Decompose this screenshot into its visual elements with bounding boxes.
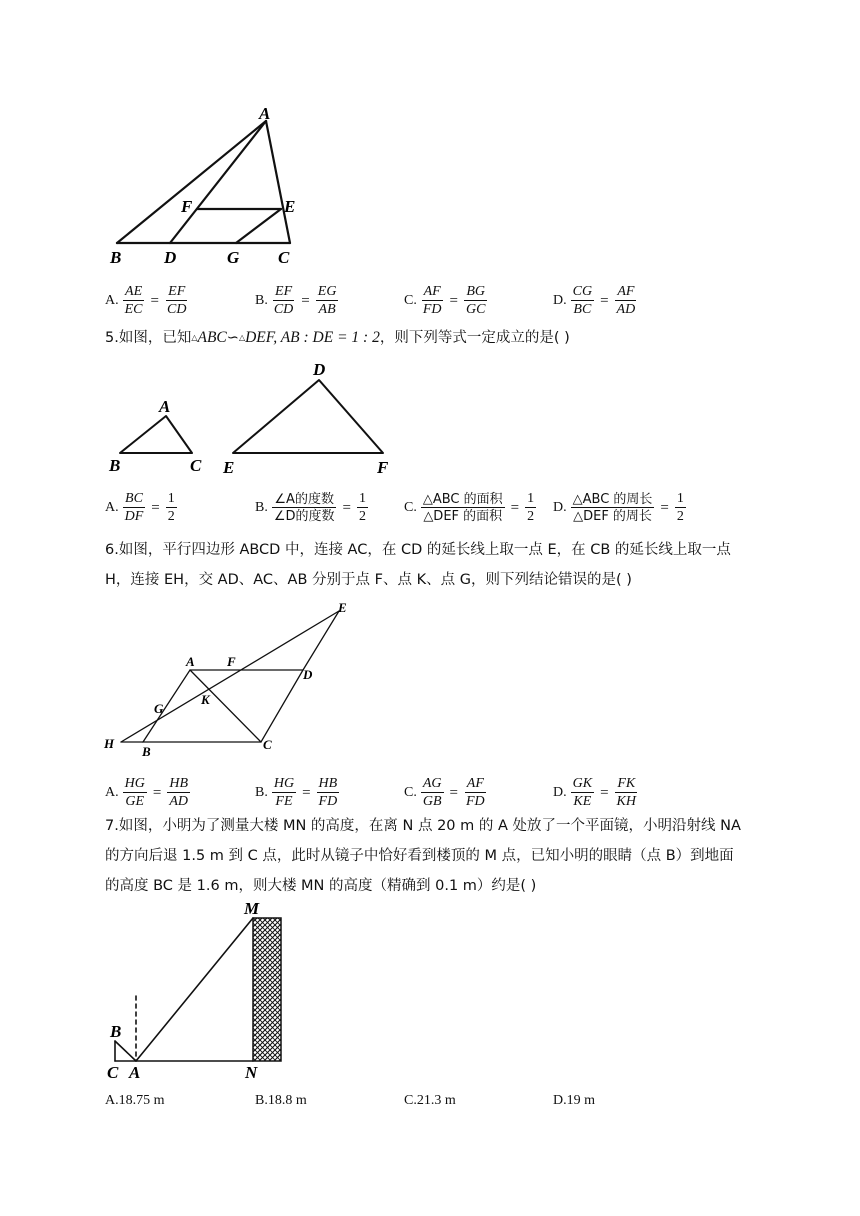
denominator: GB [422,794,442,809]
stem-line: 的高度 BC 是 1.6 m，则大楼 MN 的高度（精确到 0.1 m）约是( ) [105,878,537,894]
denominator: CD [273,302,294,317]
option-label: B. [255,785,268,800]
option-label: B. [255,500,268,515]
numerator: AE [125,284,143,299]
option-text: 18.75 m [118,1093,165,1108]
q5-option-d[interactable]: D. $\frac{\text{△ABC 的周长}}{\text{△DEF 的周长}}$ = $\frac{1}{2}$ [553,491,684,524]
numerator: AG [422,776,442,791]
fraction [571,284,594,318]
label-B: B [110,248,122,267]
denominator: AD [169,794,188,809]
label-D: D [303,667,313,682]
denominator: FD [422,302,442,317]
denominator: 2 [676,509,684,524]
numerator: BG [466,284,486,299]
label-M: M [244,899,260,918]
option-label: A. [105,1093,119,1108]
numerator: AF [423,284,441,299]
option-label: B. [255,293,268,308]
q4-option-d[interactable]: D. $\frac{CG}{BC}$ = $\frac{AF}{AD}$ [553,284,636,317]
numerator: HB [169,776,188,791]
denominator: BC [573,302,592,317]
fraction [317,776,340,810]
label-N: N [245,1063,258,1082]
q7-option-d[interactable] [553,1093,595,1109]
denominator: CD [166,302,187,317]
option-label: B. [255,1093,268,1108]
q7-option-b[interactable] [255,1093,307,1109]
option-label: C. [404,293,417,308]
numerator: EF [168,284,186,299]
q4-option-a[interactable]: A. $\frac{AE}{EC}$ = $\frac{EF}{CD}$ [105,284,187,317]
label-F: F [227,654,236,669]
fraction [272,284,295,318]
fraction [571,492,655,524]
label-B: B [142,744,151,759]
q4-option-b[interactable]: B. $\frac{EF}{CD}$ = $\frac{EG}{AB}$ [255,284,337,317]
fraction [421,492,505,524]
option-label: C. [404,1093,417,1108]
numerator: 1 [358,491,366,506]
label-C: C [263,737,272,752]
fraction [571,776,594,810]
denominator: EC [124,302,143,317]
figure-q5 [100,355,400,480]
option-label: A. [105,293,119,308]
label-H: H [104,736,115,751]
option-label: D. [553,1093,567,1108]
numerator: HB [318,776,338,791]
denominator: AD [616,302,636,317]
denominator: GC [465,302,486,317]
fraction [272,492,337,524]
label-A: A [159,397,171,416]
label-D: D [313,360,326,379]
denominator: FD [318,794,338,809]
numerator: 1 [167,491,175,506]
label-B: B [109,456,121,475]
q6-option-a[interactable]: A. $\frac{HG}{GE}$ = $\frac{HB}{AD}$ [105,776,188,809]
fraction [123,776,147,810]
numerator: 1 [527,491,535,506]
q4-option-c[interactable]: C. $\frac{AF}{FD}$ = $\frac{BG}{GC}$ [404,284,486,317]
q7-option-c[interactable] [404,1093,456,1109]
q6-option-b[interactable]: B. $\frac{HG}{FE}$ = $\frac{HB}{FD}$ [255,776,338,809]
denominator: △DEF 的面积 [423,509,503,524]
fraction [464,284,487,318]
fraction [167,776,190,810]
label-D: D [164,248,177,267]
numerator: HG [273,776,295,791]
fraction [357,491,368,525]
denominator: FD [465,794,485,809]
label-G: G [154,701,164,716]
denominator: KH [616,794,636,809]
option-label: D. [553,500,567,515]
q7-stem [105,811,745,901]
fraction [272,776,296,810]
denominator: 2 [527,509,535,524]
option-text: 19 m [566,1093,596,1108]
denominator: DF [124,509,144,524]
fraction [615,776,638,810]
q6-option-d[interactable]: D. $\frac{GK}{KE}$ = $\frac{FK}{KH}$ [553,776,636,809]
option-label: A. [105,785,119,800]
denominator: GE [125,794,145,809]
fraction [166,491,177,525]
denominator: 2 [358,509,366,524]
ratio-text: , AB : DE = 1 : 2 [273,329,380,346]
fraction [525,491,536,525]
q5-option-c[interactable]: C. $\frac{\text{△ABC 的面积}}{\text{△DEF 的面积}}$ = $\frac{1}{2}$ [404,491,535,524]
q6-option-c[interactable]: C. $\frac{AG}{GB}$ = $\frac{AF}{FD}$ [404,776,485,809]
fraction [316,284,339,318]
denominator: KE [573,794,592,809]
q5-option-b[interactable]: B. $\frac{\text{∠A的度数}}{\text{∠D的度数}}$ = $\frac{1}{2}$ [255,491,366,524]
q5-option-a[interactable]: A. $\frac{BC}{DF}$ = $\frac{1}{2}$ [105,491,175,524]
stem-line: 6.如图，平行四边形 ABCD 中，连接 AC，在 CD 的延长线上取一点 E，在 CB 的延长线上取一点 [105,542,731,558]
label-G: G [227,248,240,267]
label-A: A [186,654,195,669]
label-C: C [190,456,202,475]
option-label: D. [553,785,567,800]
stem-text: ，则下列等式一定成立的是( ) [379,330,570,346]
numerator: △ABC 的面积 [422,492,503,507]
numerator: BC [125,491,143,506]
label-C: C [278,248,290,267]
stem-line: 的方向后退 1.5 m 到 C 点，此时从镜子中恰好看到楼顶的 M 点，已知小明的眼睛（点 B）到地面 [105,848,734,864]
stem-line: 7.如图，小明为了测量大楼 MN 的高度，在离 N 点 20 m 的 A 处放了一个平面镜，小明沿射线 NA [105,818,741,834]
denominator: FE [275,794,293,809]
triangle-name: ABC [197,329,227,346]
fraction [165,284,188,318]
stem-line: H，连接 EH，交 AD、AC、AB 分别于点 F、点 K、点 G，则下列结论错误的是( ) [105,572,632,588]
numerator: AF [617,284,635,299]
figure-q4 [100,100,310,270]
label-B: B [110,1022,122,1041]
numerator: GK [572,776,593,791]
fraction [421,776,444,810]
figure-q7 [100,895,300,1085]
q7-option-a[interactable] [105,1093,165,1109]
label-F: F [181,197,193,216]
denominator: AB [318,302,336,317]
fraction [615,284,638,318]
label-A: A [259,104,271,123]
numerator: HG [124,776,145,791]
numerator: CG [572,284,593,299]
label-E: E [223,458,235,477]
numerator: EF [275,284,293,299]
fraction [464,776,487,810]
building-mn [253,918,281,1061]
option-label: C. [404,500,417,515]
label-K: K [201,692,210,707]
label-E: E [338,600,347,615]
fraction [123,491,146,525]
label-E: E [284,197,296,216]
label-A: A [129,1063,141,1082]
similar-symbol: ∽ [226,330,239,346]
triangle-name: DEF [245,329,274,346]
numerator: 1 [676,491,684,506]
figure-q6 [100,596,360,761]
numerator: ∠A的度数 [274,492,334,507]
fraction [675,491,686,525]
option-text: 18.8 m [267,1093,307,1108]
denominator: △DEF 的周长 [573,509,652,524]
label-F: F [377,458,389,477]
label-C: C [107,1063,119,1082]
denominator: 2 [167,509,175,524]
numerator: EG [317,284,337,299]
option-label: D. [553,293,567,308]
option-label: A. [105,500,119,515]
fraction [123,284,145,318]
denominator: ∠D的度数 [273,509,335,524]
q5-stem: 5.如图，已知△ABC∽△DEF, AB : DE = 1 : 2，则下列等式一定成立的是( ) [105,329,570,346]
option-label: C. [404,785,417,800]
fraction [421,284,444,318]
stem-text: 5.如图，已知 [105,330,192,346]
numerator: △ABC 的周长 [572,492,653,507]
numerator: AF [466,776,484,791]
option-text: 21.3 m [416,1093,456,1108]
q6-stem [105,535,745,595]
numerator: FK [617,776,636,791]
